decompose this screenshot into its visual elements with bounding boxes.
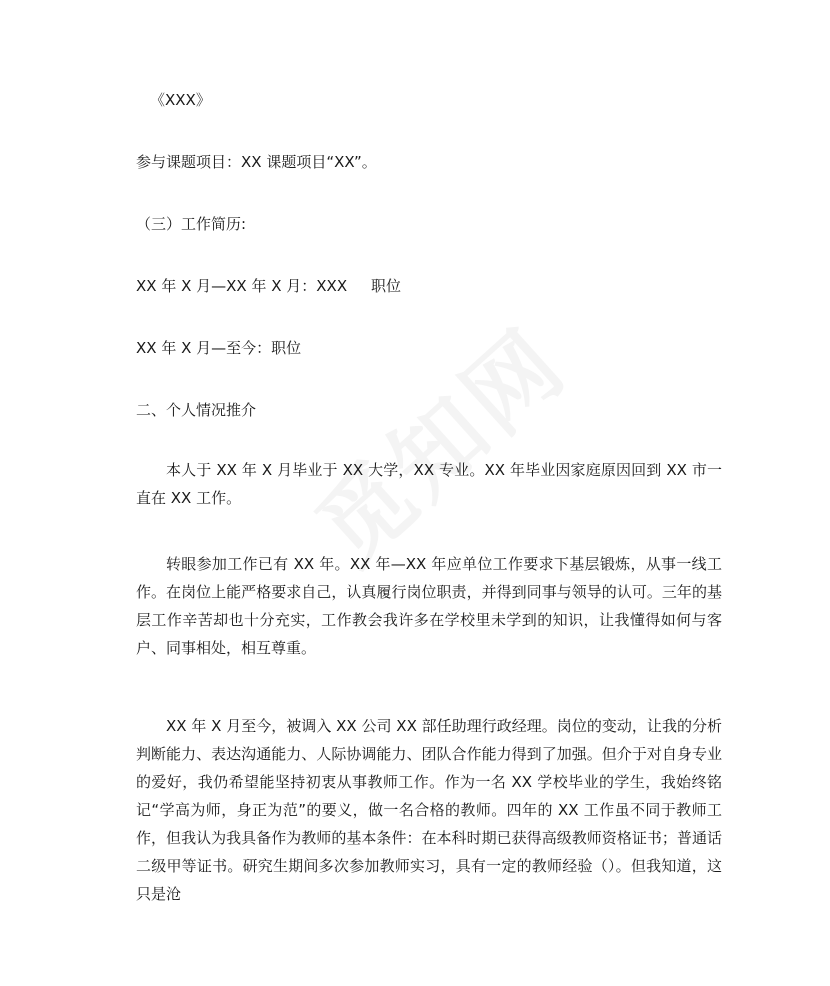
book-title: 《XXX》 (150, 91, 211, 109)
paragraph-3: XX 年 X 月至今，被调入 XX 公司 XX 部任助理行政经理。岗位的变动，让我的分析判断能力、表达沟通能力、人际协调能力、团队合作能力得到了加强。但介于对自身专业的爱好，我仍希望能坚持初衷从事教师工作。作为一名 XX 学校毕业的学生，我始终铭记“学高为师，身正为范”的要义，做一名合格的教师。四年的 XX 工作虽不同于教师工作，但我认为我具备作为教师的基本条件：在本科时期已获得高级教师资格证书；普通话二级甲等证书。研究生期间多次参加教师实习，具有一定的教师经验（）。但我知道，这只是沧 (136, 717, 722, 903)
paragraph-2: 转眼参加工作已有 XX 年。XX 年—XX 年应单位工作要求下基层锻炼，从事一线工作。在岗位上能严格要求自己，认真履行岗位职责，并得到同事与领导的认可。三年的基层工作辛苦却也十分充实，工作教会我许多在学校里未学到的知识，让我懂得如何与客户、同事相处，相互尊重。 (136, 555, 722, 657)
watermark-text (284, 294, 591, 589)
job-2-line: XX 年 X 月—至今：职位 (136, 339, 302, 357)
section-work-history: （三）工作简历: (136, 215, 247, 233)
job-1-period: XX 年 X 月—XX 年 X 月：XXX (136, 277, 348, 295)
section-personal-intro: 二、个人情况推介 (136, 401, 257, 419)
paragraph-1: 本人于 XX 年 X 月毕业于 XX 大学，XX 专业。XX 年毕业因家庭原因回到 XX 市一直在 XX 工作。 (136, 461, 722, 507)
job-1-position: 职位 (371, 277, 402, 295)
project-line: 参与课题项目：XX 课题项目“XX”。 (136, 153, 377, 171)
